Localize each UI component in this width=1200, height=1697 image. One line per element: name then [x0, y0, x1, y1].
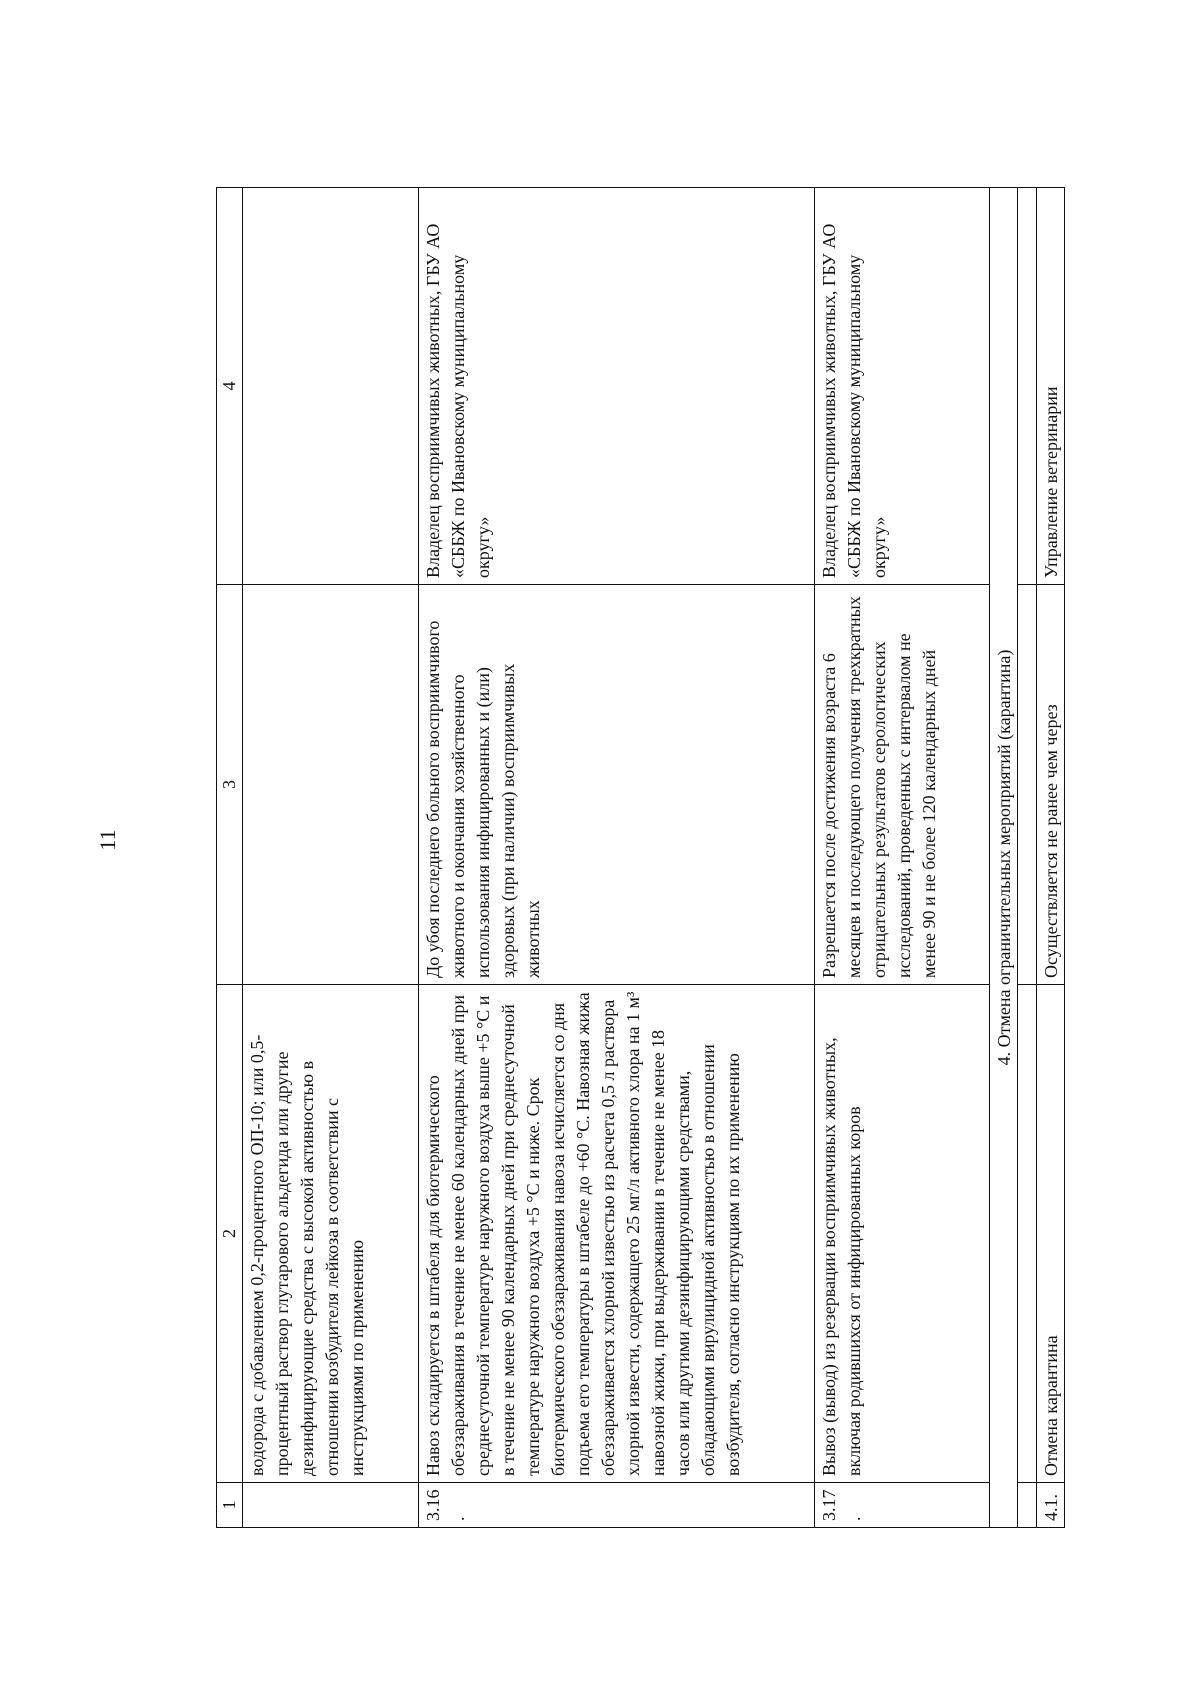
row-number: [243, 1483, 419, 1528]
table-row: [419, 188, 815, 1528]
column-header: 3: [217, 585, 243, 985]
row-number: 3.17.: [815, 1483, 990, 1528]
measure-cell: Навоз складируется в штабеля для биотермического обеззараживания в течение не менее 60 календарных дней при среднесуточной температуре наружного воздуха выше +5 °С и в течение не менее 90 календарных дней при среднесуточной температуре наружного воздуха +5 °С и ниже. Срок биотермического обеззараживания навоза исчисляется со дня подъема его температуры в штабеле до +60 °С. Навозная жижа обеззараживается хлорной известью из расчета 0,5 л раствора хлорной извести, содержащего 25 мг/л активного хлора на 1 м³ навозной жижи, при выдерживании в течение не менее 18 часов или другими дезинфицирующими средствами, обладающими вирулицидной активностью в отношении возбудителя, согласно инструкциям по их применению: [419, 985, 815, 1483]
term-cell: [243, 585, 419, 985]
section-row: [990, 188, 1018, 1528]
term-cell: До убоя последнего больного восприимчивого животного и окончания хозяйственного использования инфицированных и (или) здоровых (при наличии) восприимчивых животных: [419, 585, 815, 985]
spacer-row: [1018, 188, 1037, 1528]
column-header: 2: [217, 985, 243, 1483]
column-header: 1: [217, 1483, 243, 1528]
measure-cell: Вывоз (вывод) из резервации восприимчивых животных, включая родившихся от инфицированных коров: [815, 985, 990, 1483]
table-header-row: [217, 188, 243, 1528]
measures-table: [216, 187, 1065, 1528]
table-row: [815, 188, 990, 1528]
measure-cell: Отмена карантина: [1037, 985, 1065, 1483]
responsible-cell: [243, 188, 419, 585]
table-row: [243, 188, 419, 1528]
table-row: [1037, 188, 1065, 1528]
term-cell: Разрешается после достижения возраста 6 месяцев и последующего получения трехкратных отрицательных результатов серологических исследований, проведенных с интервалом не менее 90 и не более 120 календарных дней: [815, 585, 990, 985]
page-number: 11: [95, 829, 120, 851]
row-number: 3.16.: [419, 1483, 815, 1528]
section-title: 4. Отмена ограничительных мероприятий (карантина): [990, 188, 1018, 1528]
rotated-table-container: [216, 188, 1061, 1528]
column-header: 4: [217, 188, 243, 585]
responsible-cell: Управление ветеринарии: [1037, 188, 1065, 585]
measure-cell: водорода с добавлением 0,2-процентного ОП-10; или 0,5-процентный раствор глутарового альдегида или другие дезинфицирующие средства с высокой активностью в отношении возбудителя лейкоза в соответствии с инструкциями по применению: [243, 985, 419, 1483]
row-number: 4.1.: [1037, 1483, 1065, 1528]
term-cell: Осуществляется не ранее чем через: [1037, 585, 1065, 985]
responsible-cell: Владелец восприимчивых животных, ГБУ АО «СББЖ по Ивановскому муниципальному округу»: [419, 188, 815, 585]
responsible-cell: Владелец восприимчивых животных, ГБУ АО «СББЖ по Ивановскому муниципальному округу»: [815, 188, 990, 585]
